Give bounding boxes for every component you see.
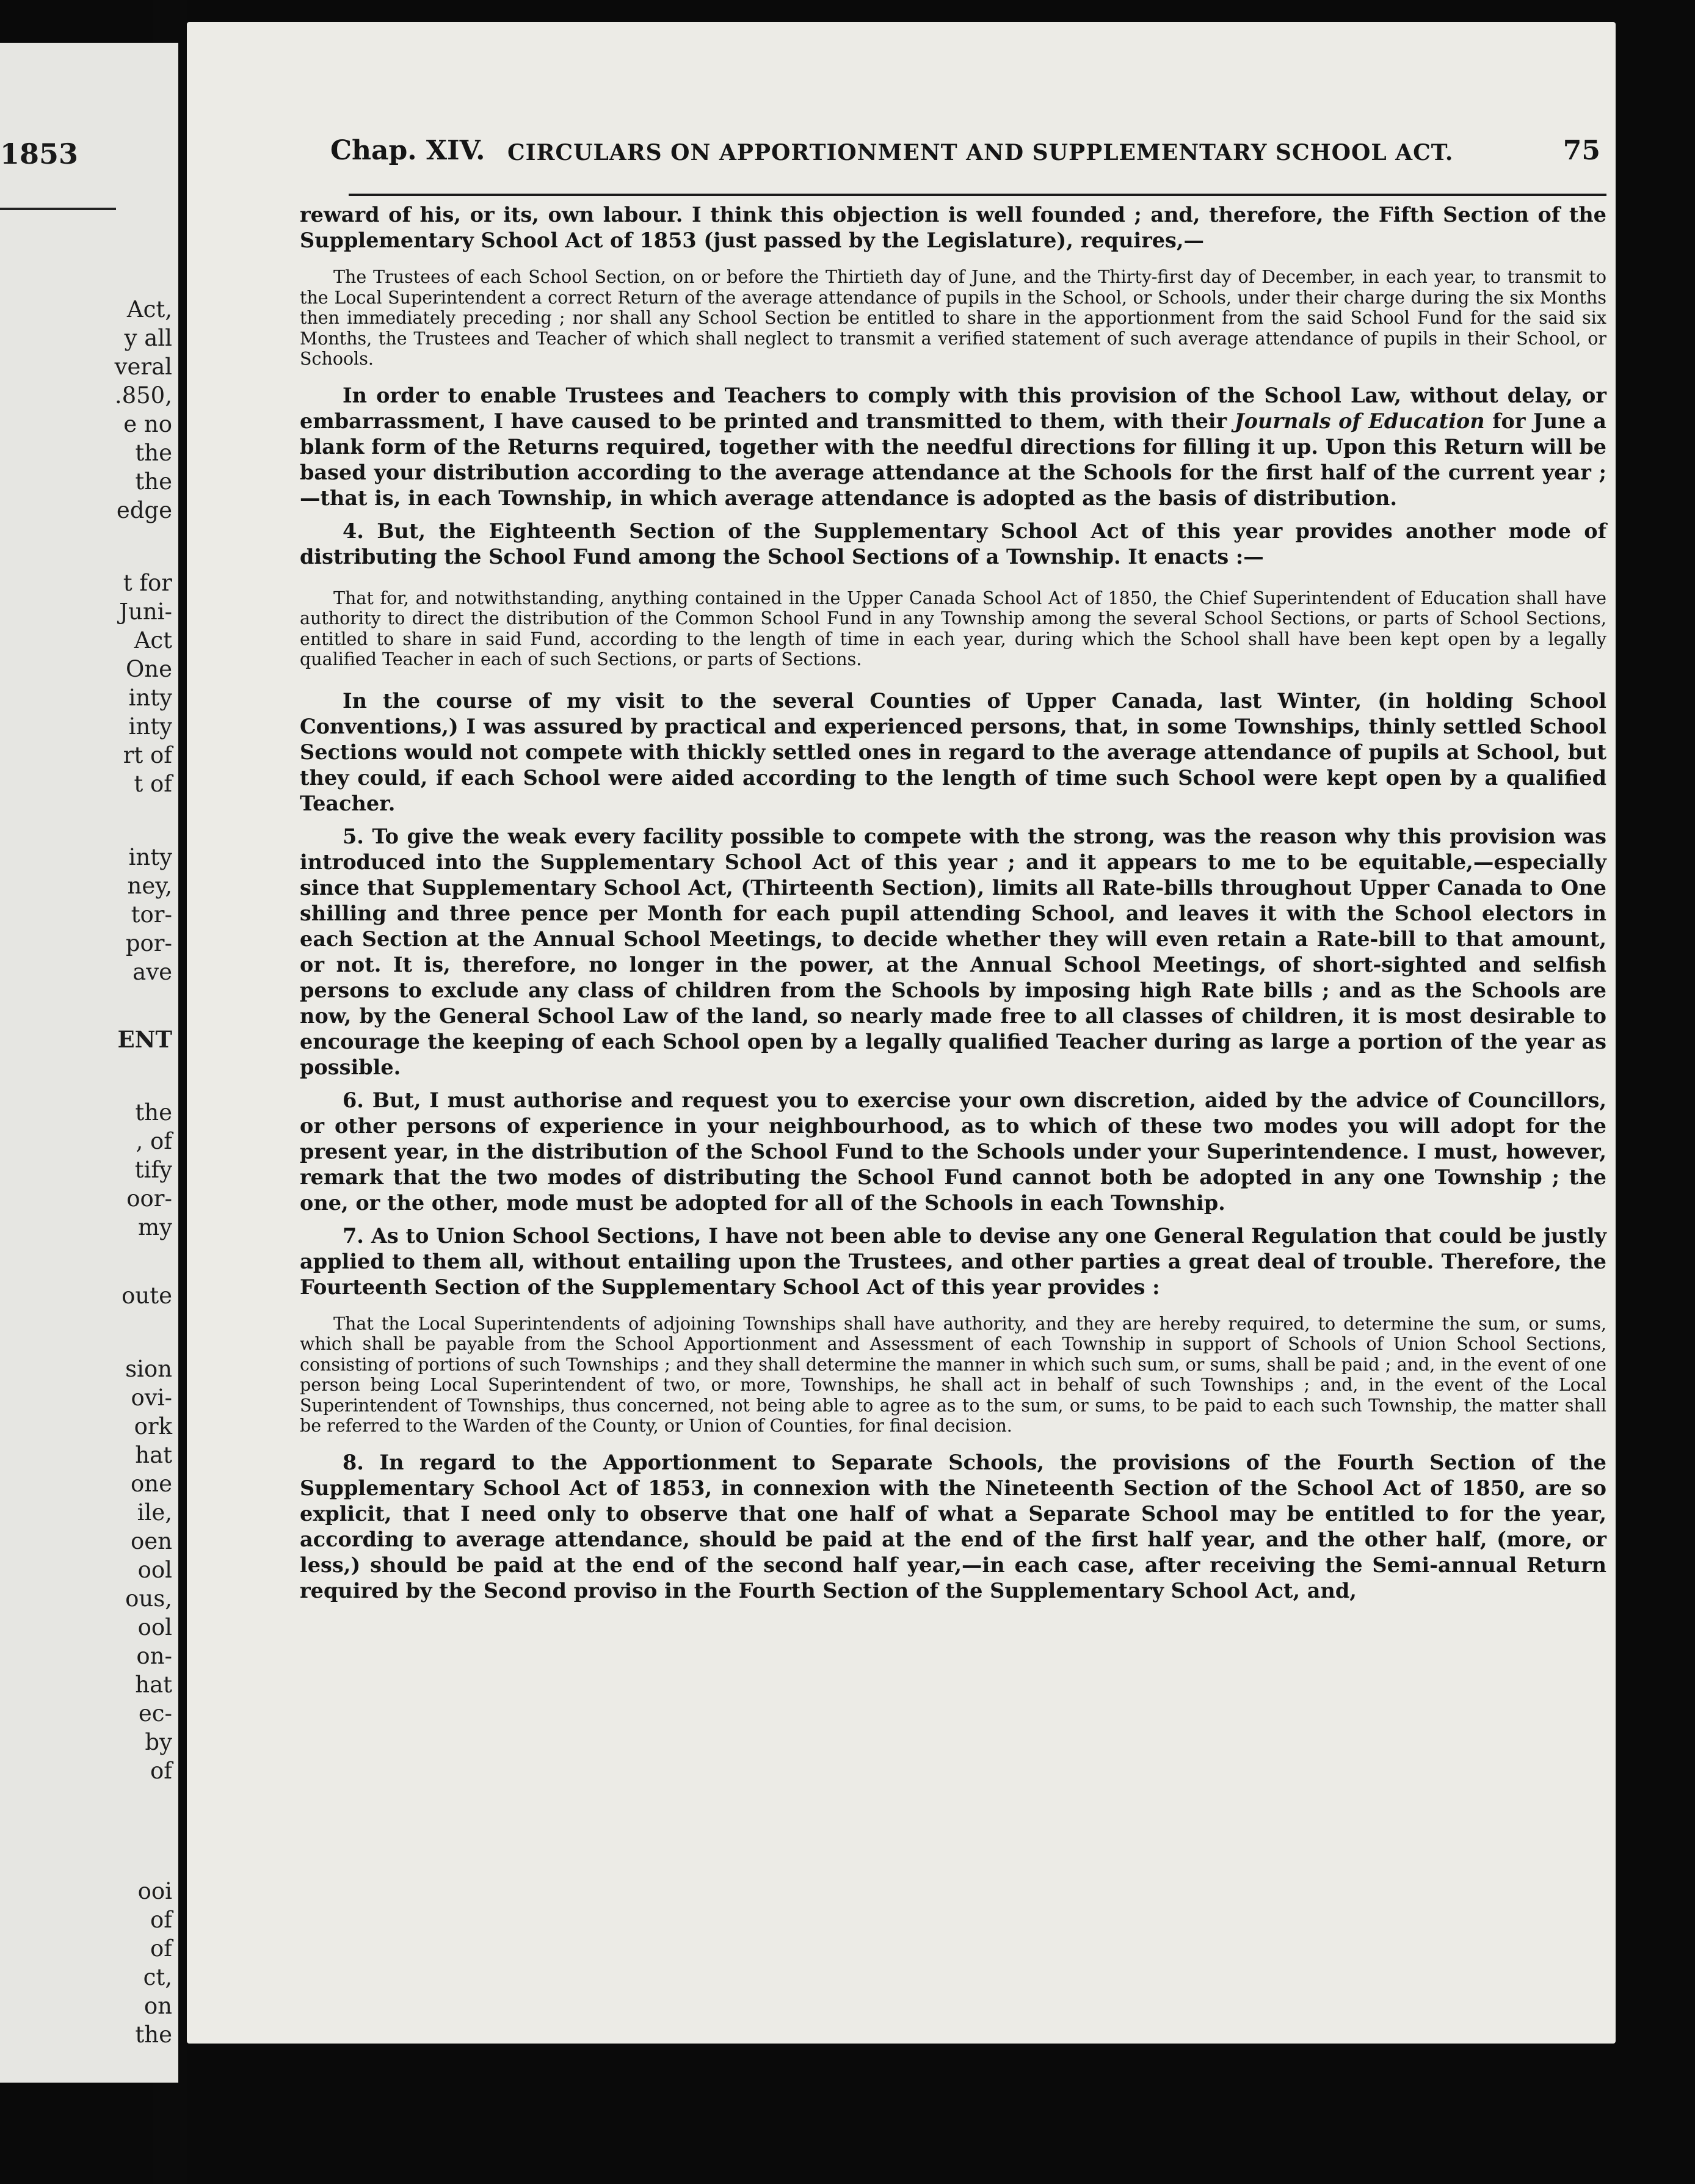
left-page-line-fragment: of (150, 1935, 172, 1962)
left-page-line-fragment: on- (136, 1643, 172, 1669)
left-page-line-fragment: One (125, 656, 172, 682)
left-page-header-fragment: 1853 (0, 137, 79, 170)
left-page-line-fragment: hat (135, 1672, 172, 1698)
left-page-line-fragment: tify (134, 1157, 172, 1183)
left-page-line-fragment: e no (123, 411, 172, 437)
body-paragraph: reward of his, or its, own labour. I think this objection is well founded ; and, therefore, the Fifth Section of the Supplementary School Act of 1853 (just passed by the Legislature), requires,— (300, 203, 1606, 252)
left-page-line-fragment: ool (137, 1557, 172, 1583)
left-page-line-fragment: one (130, 1471, 172, 1497)
left-page-line-fragment: Juni- (119, 599, 172, 625)
header-title: CIRCULARS ON APPORTIONMENT AND SUPPLEMENTARY SCHOOL ACT. (507, 140, 1454, 166)
chapter-label: Chap. XIV. (330, 135, 485, 166)
left-page-line-fragment: ENT (117, 1026, 172, 1053)
left-page-line-fragment: inty (128, 844, 172, 870)
left-page-line-fragment: veral (114, 354, 172, 380)
left-page-line-fragment: sion (125, 1356, 172, 1382)
left-page-line-fragment: oen (130, 1528, 172, 1554)
left-page-line-fragment: of (150, 1907, 172, 1933)
body-paragraph: In the course of my visit to the several Counties of Upper Canada, last Winter, (in holding School Conventions,) I was assured by practical and experienced persons, that, in some Townships, thinly settled School Sections would not compete with thickly settled ones in regard to the average attendance of pupils at School, but they could, if each School were aided according to the length of time such School were kept open by a qualified Teacher. (300, 688, 1606, 815)
left-page-line-fragment: my (138, 1214, 172, 1240)
left-facing-page (0, 43, 178, 2083)
body-paragraph: In order to enable Trustees and Teachers to comply with this provision of the School Law, without delay, or embarrassment, I have caused to be printed and transmitted to them, with their Journals of Education for June a blank form of the Returns required, together with the needful directions for filling it up. Upon this Return will be based your distribution according to the average attendance at the Schools for the first half of the current year ;—that is, in each Township, in which average attendance is adopted as the basis of distribution. (300, 383, 1607, 510)
book-page (187, 22, 1616, 2044)
left-page-line-fragment: tor- (131, 901, 172, 928)
quoted-statute: That for, and notwithstanding, anything contained in the Upper Canada School Act of 1850, the Chief Superintendent of Education shall have authority to direct the distribution of the Common School Fund in any Township among the several School Sections, or parts of School Sections, entitled to share in said Fund, according to the length of time in each year, during which the School shall have been kept open by a legally qualified Teacher in each of such Sections, or parts of Sections. (300, 588, 1606, 669)
body-paragraph: 5. To give the weak every facility possible to compete with the strong, was the reason why this provision was introduced into the Supplementary School Act of this year ; and it appears to me to be equitable,—especially since that Supplementary School Act, (Thirteenth Section), limits all Rate-bills throughout Upper Canada to One shilling and three pence per Month for each pupil attending School, and leaves it with the School electors in each Section at the Annual School Meetings, to decide whether they will even retain a Rate-bill to that amount, or not. It is, therefore, no longer in the power, at the Annual School Meetings, of short-sighted and selfish persons to exclude any class of children from the Schools by imposing high Rate bills ; and as the Schools are now, by the General School Law of the land, so nearly made free to all classes of children, it is most desirable to encourage the keeping of each School open by a legally qualified Teacher during as large a portion of the year as possible. (300, 824, 1606, 1079)
left-page-line-fragment: ork (134, 1413, 172, 1440)
left-page-line-fragment: , of (136, 1128, 172, 1154)
left-page-line-fragment: Act (134, 627, 172, 653)
left-page-line-fragment: rt of (123, 742, 172, 768)
left-page-line-fragment: t of (134, 771, 172, 797)
left-page-line-fragment: t for (123, 570, 172, 596)
page-body (300, 202, 1606, 1604)
left-page-line-fragment: ous, (125, 1585, 172, 1612)
left-page-line-fragment: of (150, 1758, 172, 1784)
left-page-line-fragment: y all (124, 325, 172, 351)
left-page-line-fragment: por- (125, 930, 172, 956)
running-header (300, 135, 1606, 184)
left-page-line-fragment: inty (128, 685, 172, 711)
left-page-line-fragment: ool (137, 1614, 172, 1640)
left-page-line-fragment: on (143, 1993, 172, 2019)
body-paragraph: 6. But, I must authorise and request you to exercise your own discretion, aided by the advice of Councillors, or other persons of experience in your neighbourhood, as to which of these two modes you will adopt for the present year, in the distribution of the School Fund to the Schools under your Superintendence. I must, however, remark that the two modes of distributing the School Fund cannot both be adopted in any one Township ; the one, or the other, mode must be adopted for all of the Schools in each Township. (300, 1088, 1606, 1215)
left-page-line-fragment: ooi (137, 1878, 172, 1904)
left-page-line-fragment: edge (116, 497, 172, 523)
left-page-line-fragment: ct, (143, 1964, 172, 1990)
body-paragraph: 8. In regard to the Apportionment to Separate Schools, the provisions of the Fourth Section of the Supplementary School Act of 1853, in connexion with the Nineteenth Section of the School Act of 1850, are so explicit, that I need only to observe that one half of what a Separate School may be entitled to for the year, according to average attendance, should be paid at the end of the first half year, and the other half, (more, or less,) should be paid at the end of the second half year,—in each case, after receiving the Semi-annual Return required by the Second proviso in the Fourth Section of the Supplementary School Act, and, (300, 1450, 1606, 1603)
quoted-statute: The Trustees of each School Section, on or before the Thirtieth day of June, and the Thirty-first day of December, in each year, to transmit to the Local Superintendent a correct Return of the average attendance of pupils in the School, or Schools, under their charge during the six Months then immediately preceding ; nor shall any School Section be entitled to share in the apportionment from the said School Fund for the said six Months, the Trustees and Teacher of which shall neglect to transmit a verified statement of such average attendance of pupils in their School, or Schools. (300, 267, 1606, 369)
left-page-line-fragment: the (135, 2022, 172, 2048)
page-content (300, 135, 1606, 1604)
left-page-line-fragment: inty (128, 713, 172, 740)
left-page-line-fragment: by (145, 1729, 172, 1755)
body-paragraph: 7. As to Union School Sections, I have not been able to devise any one General Regulation that could be justly applied to them all, without entailing upon the Trustees, and other parties a great deal of trouble. Therefore, the Fourteenth Section of the Supplementary School Act of this year provides : (300, 1223, 1606, 1299)
left-page-line-fragment: ovi- (131, 1385, 172, 1411)
left-page-line-fragment: hat (135, 1442, 172, 1468)
left-page-rule (0, 208, 116, 210)
left-page-line-fragment: oor- (126, 1185, 172, 1212)
left-page-line-fragment: ec- (138, 1700, 172, 1727)
quoted-statute: That the Local Superintendents of adjoining Townships shall have authority, and they are hereby required, to determine the sum, or sums, which shall be payable from the School Apportionment and Assessment of each Township in support of Schools of Union School Sections, consisting of portions of such Townships ; and they shall determine the manner in which such sum, or sums, shall be paid ; and, in the event of one person being Local Superintendent of two, or more, Townships, he shall act in behalf of such Townships ; and, in the event of the Local Superintendent of Townships, thus concerned, not being able to agree as to the sum, or sums, to be paid to each such Township, the matter shall be referred to the Warden of the County, or Union of Counties, for final decision. (300, 1313, 1606, 1436)
page-number: 75 (1563, 135, 1600, 166)
left-page-line-fragment: Act, (126, 296, 172, 322)
header-rule (349, 194, 1606, 196)
left-page-line-fragment: .850, (114, 382, 172, 409)
left-page-line-fragment: oute (122, 1283, 172, 1309)
left-page-line-fragment: the (135, 468, 172, 495)
body-paragraph: 4. But, the Eighteenth Section of the Supplementary School Act of this year provides another mode of distributing the School Fund among the School Sections of a Township. It enacts :— (300, 519, 1606, 569)
left-page-line-fragment: the (135, 440, 172, 466)
left-page-line-fragment: ave (132, 959, 172, 985)
left-page-line-fragment: ile, (137, 1499, 172, 1526)
journal-title: Journals of Education (1234, 409, 1485, 433)
left-page-line-fragment: the (135, 1099, 172, 1126)
left-page-line-fragment: ney, (127, 873, 172, 899)
